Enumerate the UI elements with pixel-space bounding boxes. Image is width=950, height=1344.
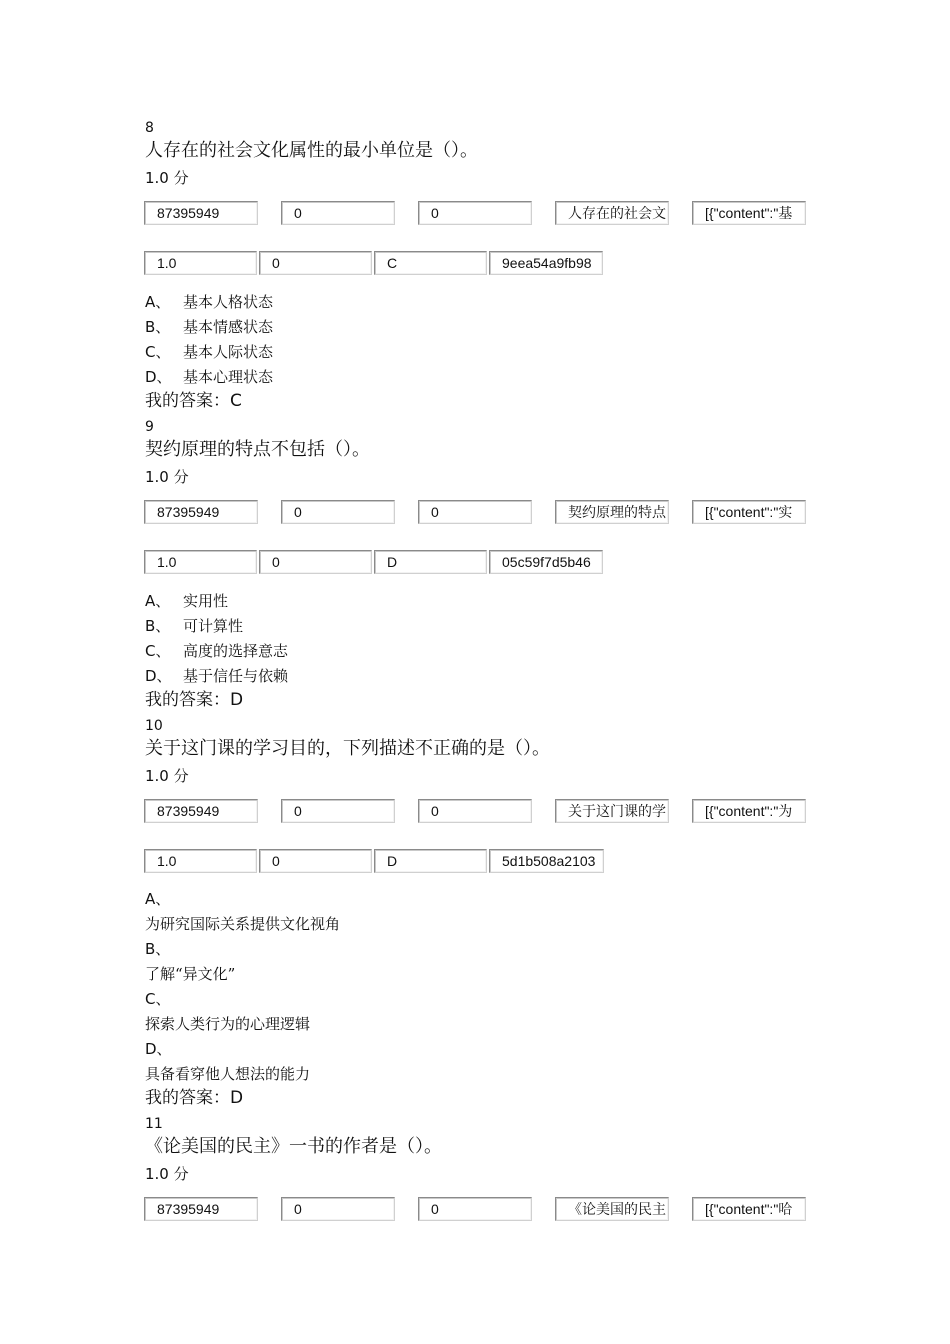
field-correct[interactable]: D: [374, 550, 487, 574]
question-stem: 人存在的社会文化属性的最小单位是（）。: [145, 140, 478, 161]
field-b[interactable]: 0: [418, 500, 532, 524]
option-c: C、 高度的选择意志: [145, 642, 289, 660]
field-correct[interactable]: D: [374, 849, 487, 873]
field-score[interactable]: 1.0: [144, 550, 257, 574]
question-stem: 契约原理的特点不包括（）。: [145, 439, 370, 460]
my-answer: 我的答案：C: [145, 391, 242, 411]
field-content-json[interactable]: [{"content":"基: [692, 201, 806, 225]
field-c[interactable]: 0: [259, 550, 372, 574]
question-score: 1.0 分: [145, 767, 189, 785]
field-b[interactable]: 0: [418, 799, 532, 823]
question-stem: 《论美国的民主》一书的作者是（）。: [145, 1136, 442, 1157]
option-c-letter: C、: [145, 990, 171, 1008]
option-b-text: 了解“异文化”: [145, 965, 236, 983]
field-content-json[interactable]: [{"content":"为: [692, 799, 806, 823]
field-c[interactable]: 0: [259, 251, 372, 275]
field-hash[interactable]: 9eea54a9fb98: [489, 251, 603, 275]
field-score[interactable]: 1.0: [144, 849, 257, 873]
field-a[interactable]: 0: [281, 201, 395, 225]
question-score: 1.0 分: [145, 1165, 189, 1183]
field-stem-preview[interactable]: 《论美国的民主: [555, 1197, 669, 1221]
field-hash[interactable]: 05c59f7d5b46: [489, 550, 603, 574]
option-d-letter: D、: [145, 1040, 172, 1058]
option-b: B、 基本情感状态: [145, 318, 274, 336]
option-c: C、 基本人际状态: [145, 343, 274, 361]
field-id[interactable]: 87395949: [144, 799, 258, 823]
field-a[interactable]: 0: [281, 500, 395, 524]
my-answer: 我的答案：D: [145, 690, 244, 710]
field-b[interactable]: 0: [418, 201, 532, 225]
option-d: D、 基本心理状态: [145, 368, 274, 386]
field-b[interactable]: 0: [418, 1197, 532, 1221]
field-a[interactable]: 0: [281, 799, 395, 823]
field-content-json[interactable]: [{"content":"实: [692, 500, 806, 524]
option-a: A、 基本人格状态: [145, 293, 274, 311]
field-correct[interactable]: C: [374, 251, 487, 275]
my-answer: 我的答案：D: [145, 1088, 244, 1108]
question-number: 11: [145, 1116, 163, 1132]
field-score[interactable]: 1.0: [144, 251, 257, 275]
field-stem-preview[interactable]: 契约原理的特点: [555, 500, 669, 524]
option-d: D、 基于信任与依赖: [145, 667, 289, 685]
question-score: 1.0 分: [145, 169, 189, 187]
field-c[interactable]: 0: [259, 849, 372, 873]
field-id[interactable]: 87395949: [144, 1197, 258, 1221]
field-content-json[interactable]: [{"content":"哈: [692, 1197, 806, 1221]
field-hash[interactable]: 5d1b508a2103: [489, 849, 604, 873]
option-c-text: 探索人类行为的心理逻辑: [145, 1015, 311, 1033]
option-a-text: 为研究国际关系提供文化视角: [145, 915, 341, 933]
option-d-text: 具备看穿他人想法的能力: [145, 1065, 311, 1083]
question-score: 1.0 分: [145, 468, 189, 486]
question-number: 8: [145, 120, 154, 136]
field-stem-preview[interactable]: 关于这门课的学: [555, 799, 669, 823]
option-b: B、 可计算性: [145, 617, 244, 635]
field-id[interactable]: 87395949: [144, 500, 258, 524]
field-id[interactable]: 87395949: [144, 201, 258, 225]
question-stem: 关于这门课的学习目的，下列描述不正确的是（）。: [145, 738, 550, 759]
question-number: 9: [145, 419, 154, 435]
question-number: 10: [145, 718, 163, 734]
field-a[interactable]: 0: [281, 1197, 395, 1221]
field-stem-preview[interactable]: 人存在的社会文: [555, 201, 669, 225]
option-b-letter: B、: [145, 940, 171, 958]
option-a-letter: A、: [145, 890, 171, 908]
option-a: A、 实用性: [145, 592, 229, 610]
